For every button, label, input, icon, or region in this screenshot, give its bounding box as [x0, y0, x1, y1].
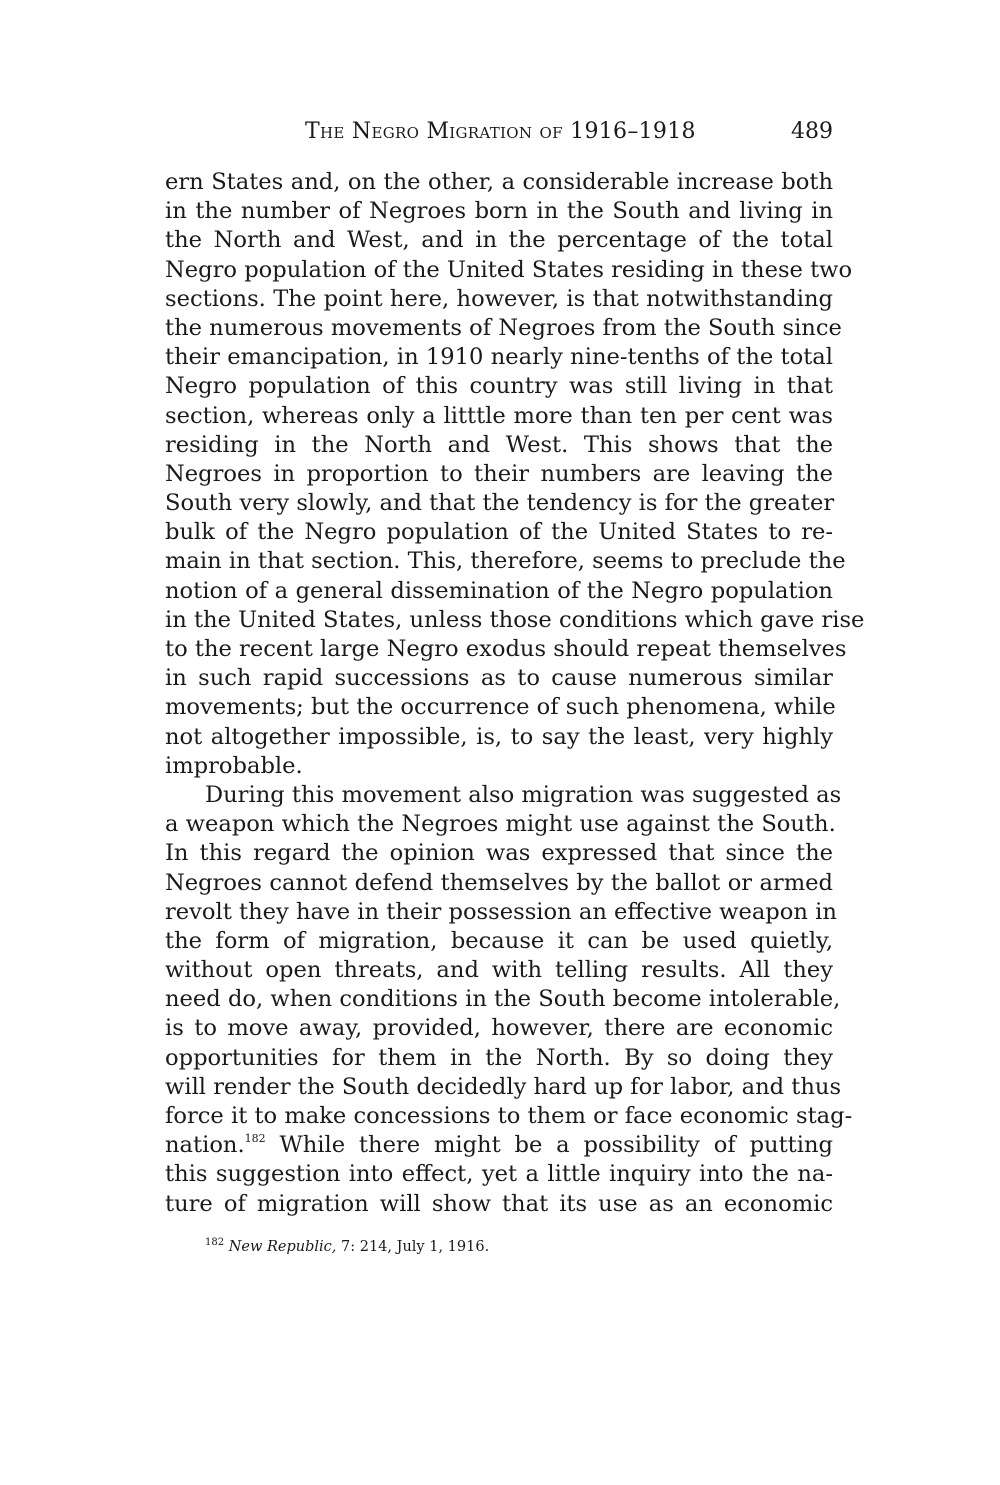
text-line: bulk of the Negro population of the United States to re-	[165, 519, 833, 546]
text-line: Negroes in proportion to their numbers are leaving the	[165, 460, 833, 487]
paragraph-1	[165, 168, 865, 781]
text-line: In this regard the opinion was expressed that since the	[165, 840, 833, 867]
text-line: in such rapid successions as to cause numerous similar	[165, 665, 833, 692]
running-title: The Negro Migration of 1916–1918	[305, 119, 696, 144]
footnote-source: New Republic,	[228, 1239, 337, 1255]
text-fragment: While there might be a possibility of putting	[265, 1132, 833, 1159]
text-line: the numerous movements of Negroes from the South since	[165, 314, 842, 341]
footnote	[205, 1236, 489, 1258]
text-line: section, whereas only a litttle more than ten per cent was	[165, 402, 833, 429]
text-line: without open threats, and with telling results. All they	[165, 957, 833, 984]
text-line: residing in the North and West. This shows that the	[165, 431, 833, 458]
footnote-reference[interactable]: 182	[244, 1132, 266, 1146]
text-line: their emancipation, in 1910 nearly nine-tenths of the total	[165, 344, 833, 371]
text-line: ture of migration will show that its use as an economic	[165, 1190, 833, 1217]
text-line: ern States and, on the other, a considerable increase both	[165, 169, 833, 195]
text-line: in the United States, unless those conditions which gave rise	[165, 606, 865, 633]
paragraph-2	[165, 781, 853, 1219]
text-line-with-note	[165, 1131, 833, 1160]
text-line: the North and West, and in the percentage of the total	[165, 227, 833, 254]
text-line: will render the South decidedly hard up for labor, and thus	[165, 1073, 842, 1100]
text-line: need do, when conditions in the South become intolerable,	[165, 986, 841, 1013]
text-line: in the number of Negroes born in the South and living in	[165, 198, 833, 225]
text-line: Negro population of this country was still living in that	[165, 373, 833, 400]
footnote-citation: 7: 214, July 1, 1916.	[336, 1239, 490, 1255]
text-line: movements; but the occurrence of such phenomena, while	[165, 694, 836, 721]
text-line: this suggestion into effect, yet a little inquiry into the na-	[165, 1161, 833, 1188]
text-line: Negro population of the United States residing in these two	[165, 256, 853, 283]
text-line: to the recent large Negro exodus should repeat themselves	[165, 636, 847, 662]
text-fragment: nation.	[165, 1132, 245, 1159]
page-number: 489	[791, 119, 833, 144]
text-line: main in that section. This, therefore, seems to preclude the	[165, 548, 846, 575]
text-line: force it to make concessions to them or face economic stag-	[165, 1103, 853, 1129]
text-line: improbable.	[165, 752, 303, 779]
text-line: revolt they have in their possession an effective weapon in	[165, 898, 837, 925]
text-line: is to move away, provided, however, there are economic	[165, 1015, 833, 1042]
text-line: not altogether impossible, is, to say the least, very highly	[165, 723, 833, 750]
text-line: notion of a general dissemination of the Negro population	[165, 577, 833, 604]
body-text	[165, 168, 865, 1219]
page-header	[165, 117, 833, 147]
text-line: a weapon which the Negroes might use against the South.	[165, 811, 836, 838]
text-line: the form of migration, because it can be used quietly,	[165, 927, 833, 954]
text-line: South very slowly, and that the tendency is for the greater	[165, 490, 835, 517]
text-line: opportunities for them in the North. By so doing they	[165, 1044, 833, 1071]
text-line: Negroes cannot defend themselves by the ballot or armed	[165, 869, 833, 896]
text-line: sections. The point here, however, is that notwithstanding	[165, 285, 833, 312]
footnote-mark: 182	[205, 1237, 225, 1248]
text-line: During this movement also migration was suggested as	[205, 781, 842, 808]
